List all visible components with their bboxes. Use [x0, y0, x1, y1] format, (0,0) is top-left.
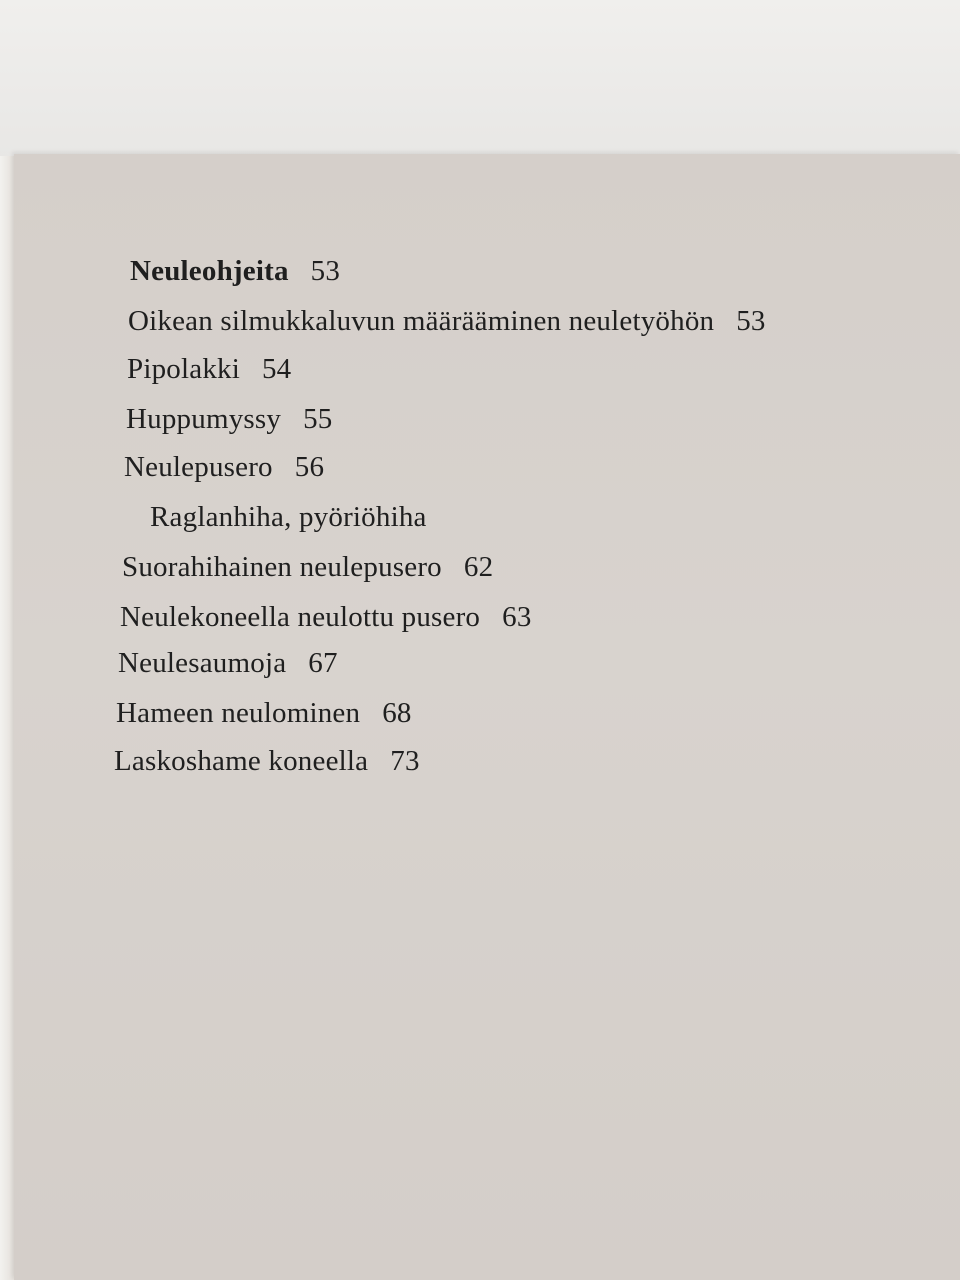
toc-entry-page: 63 — [502, 601, 532, 633]
book-page — [14, 154, 960, 1280]
toc-entry-page: 68 — [382, 697, 412, 729]
toc-entry-neuleohjeita — [130, 254, 340, 288]
toc-entry-title: Neulepusero — [124, 451, 273, 483]
toc-entry-huppumyssy — [126, 402, 332, 436]
toc-entry-title: Laskoshame koneella — [114, 745, 369, 777]
toc-entry-title: Oikean silmukkaluvun määrääminen neuletyöhön — [128, 305, 715, 337]
toc-entry-oikean-silmukkaluvun — [128, 304, 766, 338]
toc-entry-title: Pipolakki — [127, 353, 240, 385]
toc-entry-title: Hameen neulominen — [116, 697, 361, 729]
toc-entry-page: 62 — [463, 551, 494, 583]
toc-subentry-raglanhiha — [150, 500, 427, 534]
toc-entry-title: Raglanhiha, pyöriöhiha — [150, 501, 427, 533]
toc-entry-page: 56 — [294, 451, 325, 483]
toc-entry-title: Neulesaumoja — [118, 647, 287, 679]
toc-entry-title: Suorahihainen neulepusero — [122, 551, 442, 583]
toc-entry-page: 55 — [303, 403, 333, 435]
toc-entry-title: Huppumyssy — [126, 403, 282, 435]
toc-entry-page: 53 — [310, 255, 341, 287]
toc-entry-neulesaumoja — [118, 646, 338, 680]
toc-entry-pipolakki — [127, 352, 291, 386]
toc-entry-neulepusero — [124, 450, 324, 484]
toc-entry-neulekoneella — [120, 600, 532, 634]
toc-entry-suorahihainen — [122, 550, 493, 584]
toc-entry-title: Neulekoneella neulottu pusero — [120, 601, 481, 633]
toc-entry-page: 73 — [390, 745, 420, 777]
toc-entry-title: Neuleohjeita — [130, 255, 289, 287]
background-surface — [0, 0, 960, 160]
toc-entry-laskoshame — [114, 744, 420, 778]
toc-entry-page: 54 — [261, 353, 292, 385]
toc-entry-page: 53 — [736, 305, 766, 337]
toc-entry-page: 67 — [308, 647, 338, 679]
toc-entry-hameen-neulominen — [116, 696, 412, 730]
table-of-contents — [14, 154, 960, 1280]
